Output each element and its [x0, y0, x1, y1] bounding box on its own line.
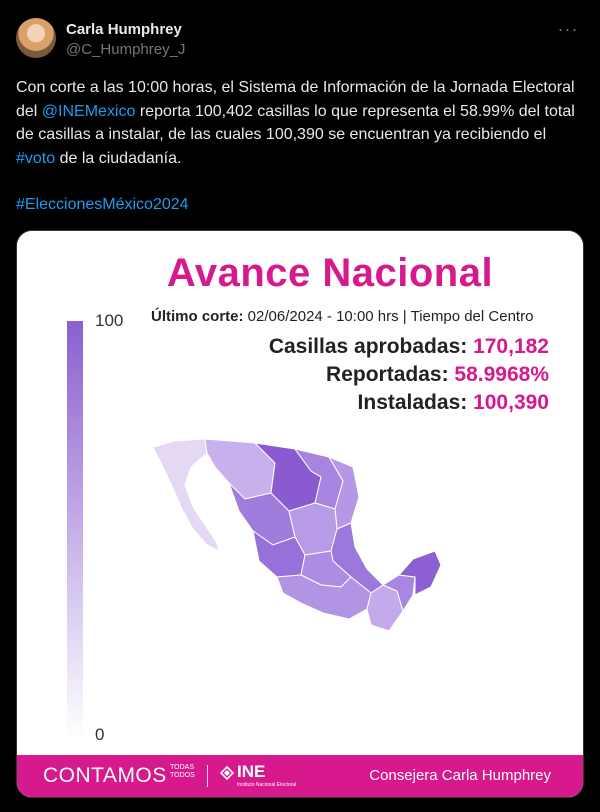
- ine-wordmark: INE: [237, 762, 266, 781]
- stat-value: 170,182: [473, 335, 549, 358]
- consejera-name: Consejera Carla Humphrey: [369, 767, 551, 784]
- stat-label: Casillas aprobadas:: [268, 335, 474, 358]
- legend-min: 0: [95, 725, 105, 744]
- stat-value: 58.9968%: [454, 363, 549, 386]
- ine-subtitle: Instituto Nacional Electoral: [237, 782, 297, 788]
- hashtag-link[interactable]: #EleccionesMéxico2024: [16, 196, 189, 213]
- tweet-text: [16, 76, 582, 170]
- ine-logo-icon: [220, 766, 234, 780]
- stat-reportadas: [326, 363, 549, 387]
- contamos-brand: CONTAMOS: [43, 764, 167, 787]
- stat-aprobadas: [269, 335, 549, 359]
- more-icon[interactable]: ···: [557, 19, 579, 39]
- corte-value: 02/06/2024 - 10:00 hrs | Tiempo del Centro: [243, 308, 534, 325]
- tweet-text-part: de la ciudadanía.: [55, 149, 182, 167]
- graphic-footer: [17, 755, 583, 797]
- tweet-text-part: reporta 100,402 casillas lo que representa el 58.99% del total de casillas a instalar, de las cuales 100,390 se encuentran ya recibiendo el: [16, 102, 575, 143]
- tweet-text-part: Con corte a las 10:00 horas, el Sistema de Información de la Jornada Electoral del: [16, 79, 575, 120]
- hashtag-voto-link[interactable]: #voto: [16, 149, 56, 167]
- mention-link[interactable]: @INEMexico: [41, 102, 136, 120]
- graphic-title: Avance Nacional: [166, 251, 494, 295]
- mexico-map: [145, 427, 445, 647]
- stat-value: 100,390: [473, 391, 549, 414]
- stat-label: Instaladas:: [357, 391, 474, 414]
- legend-gradient: [67, 321, 83, 739]
- author-name[interactable]: Carla Humphrey: [66, 21, 182, 38]
- corte-line: [151, 308, 533, 325]
- corte-label: Último corte:: [151, 308, 244, 325]
- avatar[interactable]: [16, 18, 56, 58]
- legend-max: 100: [95, 311, 124, 330]
- contamos-sub: TODAS TODOS: [170, 764, 195, 779]
- infographic: [17, 231, 583, 797]
- author-handle[interactable]: @C_Humphrey_J: [66, 41, 186, 58]
- stat-instaladas: [358, 391, 549, 415]
- tweet-image[interactable]: [16, 230, 584, 798]
- stat-label: Reportadas:: [326, 363, 455, 386]
- footer-divider: [207, 765, 208, 787]
